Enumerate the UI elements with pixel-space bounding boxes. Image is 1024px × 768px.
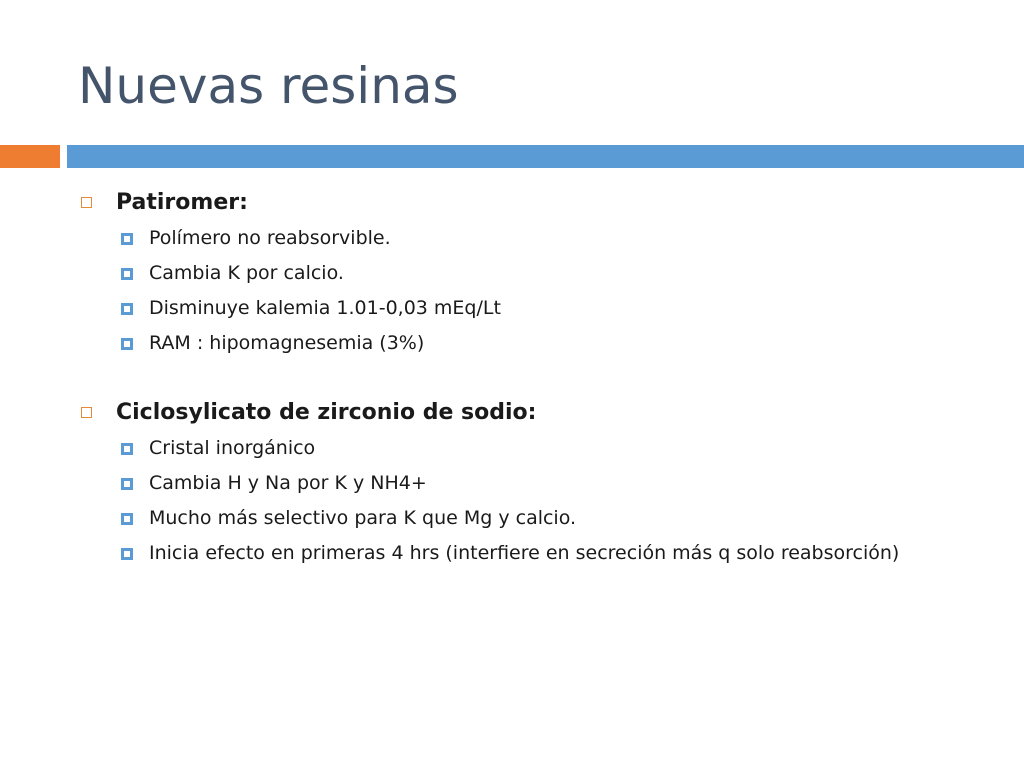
square-bullet-icon: [121, 478, 133, 490]
list-item-text: Polímero no reabsorvible.: [149, 227, 391, 249]
square-bullet-icon: [121, 338, 133, 350]
title-underline-blue: [67, 145, 1024, 168]
section-heading-row: [78, 392, 998, 432]
square-bullet-icon: [121, 268, 133, 280]
section-patiromer: [78, 182, 998, 358]
list-item-text: Cambia H y Na por K y NH4+: [149, 472, 427, 494]
square-bullet-icon: [121, 233, 133, 245]
section-heading: Patiromer:: [116, 189, 248, 215]
square-bullet-icon: [121, 513, 133, 525]
list-item: [121, 469, 998, 498]
bullet-list: [78, 434, 998, 568]
list-item: [121, 294, 998, 323]
list-item-text: Mucho más selectivo para K que Mg y calcio.: [149, 507, 577, 529]
square-bullet-icon: [121, 303, 133, 315]
list-item-text: Cambia K por calcio.: [149, 262, 344, 284]
hollow-square-bullet-icon: [81, 407, 92, 418]
list-item: [121, 504, 998, 533]
square-bullet-icon: [121, 548, 133, 560]
slide-title: Nuevas resinas: [78, 57, 459, 115]
slide-body: [78, 182, 998, 602]
hollow-square-bullet-icon: [81, 197, 92, 208]
list-item-text: Cristal inorgánico: [149, 437, 316, 459]
list-item: [121, 259, 998, 288]
section-heading: Ciclosylicato de zirconio de sodio:: [116, 399, 537, 425]
section-ciclosylicato: [78, 392, 998, 568]
list-item-text: RAM : hipomagnesemia (3%): [149, 332, 425, 354]
section-heading-row: [78, 182, 998, 222]
title-underline-orange: [0, 145, 60, 168]
list-item-text: Disminuye kalemia 1.01-0,03 mEq/Lt: [149, 297, 501, 319]
list-item: [121, 329, 998, 358]
bullet-list: [78, 224, 998, 358]
list-item: [121, 224, 998, 253]
list-item: [121, 539, 998, 568]
square-bullet-icon: [121, 443, 133, 455]
list-item: [121, 434, 998, 463]
list-item-text: Inicia efecto en primeras 4 hrs (interfiere en secreción más q solo reabsorción): [149, 542, 900, 564]
